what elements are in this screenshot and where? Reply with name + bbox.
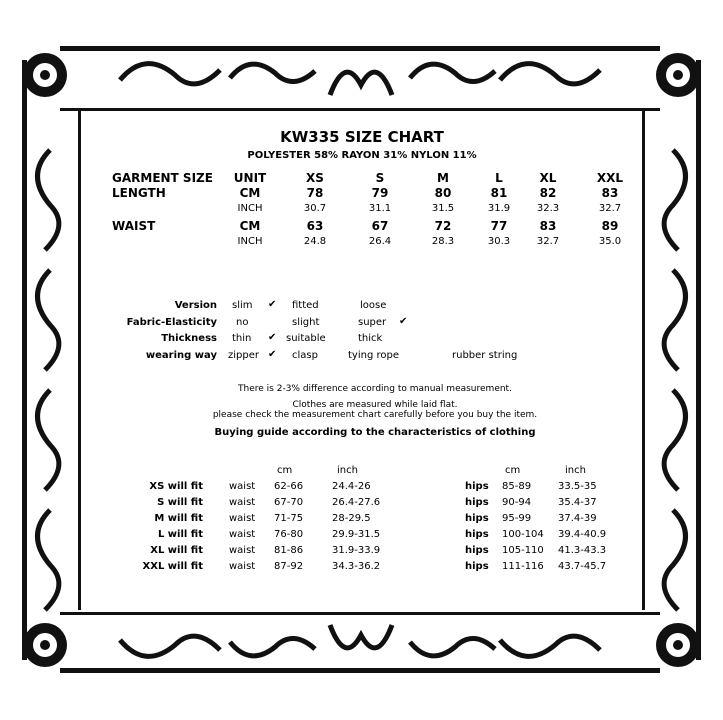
characteristic-option: tying rope bbox=[348, 350, 399, 361]
size-table-value-cell: 89 bbox=[601, 219, 619, 233]
note-line: please check the measurement chart carefully before you buy the item. bbox=[212, 410, 538, 420]
guide-waist-label: waist bbox=[229, 561, 256, 572]
guide-size-label: XL will fit bbox=[150, 545, 203, 556]
size-table-header-cell: XL bbox=[539, 171, 557, 185]
guide-hips-inch: 39.4-40.9 bbox=[558, 529, 607, 540]
size-table-value-cell: 32.7 bbox=[536, 236, 560, 247]
characteristic-option: suitable bbox=[286, 333, 326, 344]
size-table-value-cell: 82 bbox=[539, 186, 557, 200]
size-table-value-cell: 24.8 bbox=[303, 236, 327, 247]
guide-size-label: XS will fit bbox=[149, 481, 203, 492]
guide-hips-cm: 90-94 bbox=[502, 497, 532, 508]
guide-size-label: XXL will fit bbox=[142, 561, 203, 572]
guide-waist-label: waist bbox=[229, 529, 256, 540]
characteristic-option: thick bbox=[358, 333, 383, 344]
guide-waist-label: waist bbox=[229, 545, 256, 556]
size-table-header-cell: S bbox=[375, 171, 385, 185]
size-table-header-cell: M bbox=[437, 171, 449, 185]
guide-hips-inch: 33.5-35 bbox=[558, 481, 597, 492]
size-table-value-cell: 32.7 bbox=[598, 203, 622, 214]
guide-waist-cm: 71-75 bbox=[274, 513, 304, 524]
characteristic-option: super bbox=[358, 317, 387, 328]
size-table-header-cell: XS bbox=[306, 171, 324, 185]
size-table-value-cell: 83 bbox=[601, 186, 619, 200]
guide-waist-cm: 62-66 bbox=[274, 481, 304, 492]
guide-hips-label: hips bbox=[465, 497, 489, 508]
size-table-header-cell: UNIT bbox=[233, 171, 267, 185]
size-table-value-cell: 31.5 bbox=[431, 203, 455, 214]
guide-waist-cm: 87-92 bbox=[274, 561, 304, 572]
size-table-value-cell: 77 bbox=[490, 219, 508, 233]
guide-waist-cm: 76-80 bbox=[274, 529, 304, 540]
characteristic-label: wearing way bbox=[145, 350, 217, 361]
guide-size-label: L will fit bbox=[157, 529, 203, 540]
guide-waist-inch: 24.4-26 bbox=[332, 481, 371, 492]
characteristic-option: clasp bbox=[292, 350, 318, 361]
guide-hips-cm: 95-99 bbox=[502, 513, 532, 524]
size-table-value-cell: 63 bbox=[306, 219, 324, 233]
guide-size-label: M will fit bbox=[154, 513, 203, 524]
guide-unit-inch: inch bbox=[337, 465, 358, 476]
size-table-value-cell: 79 bbox=[371, 186, 389, 200]
check-icon: ✔ bbox=[268, 299, 277, 310]
characteristic-option: slight bbox=[292, 317, 320, 328]
guide-hips-inch: 43.7-45.7 bbox=[558, 561, 607, 572]
guide-waist-label: waist bbox=[229, 481, 256, 492]
guide-hips-inch: 37.4-39 bbox=[558, 513, 597, 524]
size-table-value-cell: 28.3 bbox=[431, 236, 455, 247]
characteristic-option: thin bbox=[232, 333, 252, 344]
guide-hips-label: hips bbox=[465, 561, 489, 572]
size-table-value-cell: 31.9 bbox=[487, 203, 511, 214]
size-table-value-cell: 35.0 bbox=[598, 236, 622, 247]
check-icon: ✔ bbox=[268, 349, 277, 360]
guide-unit-inch: inch bbox=[565, 465, 586, 476]
check-icon: ✔ bbox=[268, 332, 277, 343]
size-table-value-cell: 30.7 bbox=[303, 203, 327, 214]
guide-hips-cm: 85-89 bbox=[502, 481, 532, 492]
size-table-value-cell: 81 bbox=[490, 186, 508, 200]
size-table-value-cell: 30.3 bbox=[487, 236, 511, 247]
guide-waist-inch: 28-29.5 bbox=[332, 513, 371, 524]
guide-hips-cm: 111-116 bbox=[502, 561, 544, 572]
characteristic-option: fitted bbox=[292, 300, 319, 311]
page-title: KW335 SIZE CHART bbox=[280, 128, 444, 146]
size-table-value-cell: 80 bbox=[434, 186, 452, 200]
note-line: Clothes are measured while laid flat. bbox=[292, 400, 458, 410]
guide-size-label: S will fit bbox=[157, 497, 203, 508]
guide-unit-cm: cm bbox=[505, 465, 521, 476]
size-table-unit-cell: CM bbox=[239, 219, 261, 233]
guide-hips-label: hips bbox=[465, 529, 489, 540]
size-table-header-cell: GARMENT SIZE bbox=[112, 171, 213, 185]
guide-waist-label: waist bbox=[229, 497, 256, 508]
check-icon: ✔ bbox=[399, 316, 408, 327]
size-table-row-label: WAIST bbox=[112, 219, 156, 233]
characteristic-label: Version bbox=[174, 300, 217, 311]
size-table-header-cell: XXL bbox=[596, 171, 624, 185]
guide-hips-label: hips bbox=[465, 513, 489, 524]
guide-waist-label: waist bbox=[229, 513, 256, 524]
guide-hips-inch: 35.4-37 bbox=[558, 497, 597, 508]
size-table-unit-cell: INCH bbox=[237, 236, 263, 247]
characteristic-option: slim bbox=[232, 300, 253, 311]
guide-hips-inch: 41.3-43.3 bbox=[558, 545, 607, 556]
size-table-value-cell: 83 bbox=[539, 219, 557, 233]
characteristic-option: loose bbox=[360, 300, 387, 311]
size-table-value-cell: 32.3 bbox=[536, 203, 560, 214]
size-table-value-cell: 67 bbox=[371, 219, 389, 233]
guide-waist-inch: 26.4-27.6 bbox=[332, 497, 381, 508]
buying-guide-title: Buying guide according to the characteristics of clothing bbox=[214, 427, 536, 438]
note-line: There is 2-3% difference according to manual measurement. bbox=[238, 384, 512, 394]
characteristic-option: zipper bbox=[228, 350, 259, 361]
size-table-value-cell: 78 bbox=[306, 186, 324, 200]
characteristic-label: Thickness bbox=[161, 333, 217, 344]
size-table-row-label: LENGTH bbox=[112, 186, 166, 200]
material-composition: POLYESTER 58% RAYON 31% NYLON 11% bbox=[247, 150, 477, 161]
guide-waist-cm: 67-70 bbox=[274, 497, 304, 508]
size-table-value-cell: 72 bbox=[434, 219, 452, 233]
characteristic-option: rubber string bbox=[452, 350, 518, 361]
size-table-header-cell: L bbox=[495, 171, 503, 185]
characteristic-label: Fabric-Elasticity bbox=[126, 317, 217, 328]
guide-waist-inch: 31.9-33.9 bbox=[332, 545, 381, 556]
guide-hips-label: hips bbox=[465, 545, 489, 556]
size-table-unit-cell: INCH bbox=[237, 203, 263, 214]
guide-hips-cm: 105-110 bbox=[502, 545, 544, 556]
guide-unit-cm: cm bbox=[277, 465, 293, 476]
size-table-unit-cell: CM bbox=[239, 186, 261, 200]
size-table-value-cell: 31.1 bbox=[368, 203, 392, 214]
size-table-value-cell: 26.4 bbox=[368, 236, 392, 247]
guide-waist-inch: 29.9-31.5 bbox=[332, 529, 381, 540]
guide-waist-cm: 81-86 bbox=[274, 545, 304, 556]
guide-hips-cm: 100-104 bbox=[502, 529, 544, 540]
guide-hips-label: hips bbox=[465, 481, 489, 492]
guide-waist-inch: 34.3-36.2 bbox=[332, 561, 381, 572]
characteristic-option: no bbox=[236, 317, 249, 328]
